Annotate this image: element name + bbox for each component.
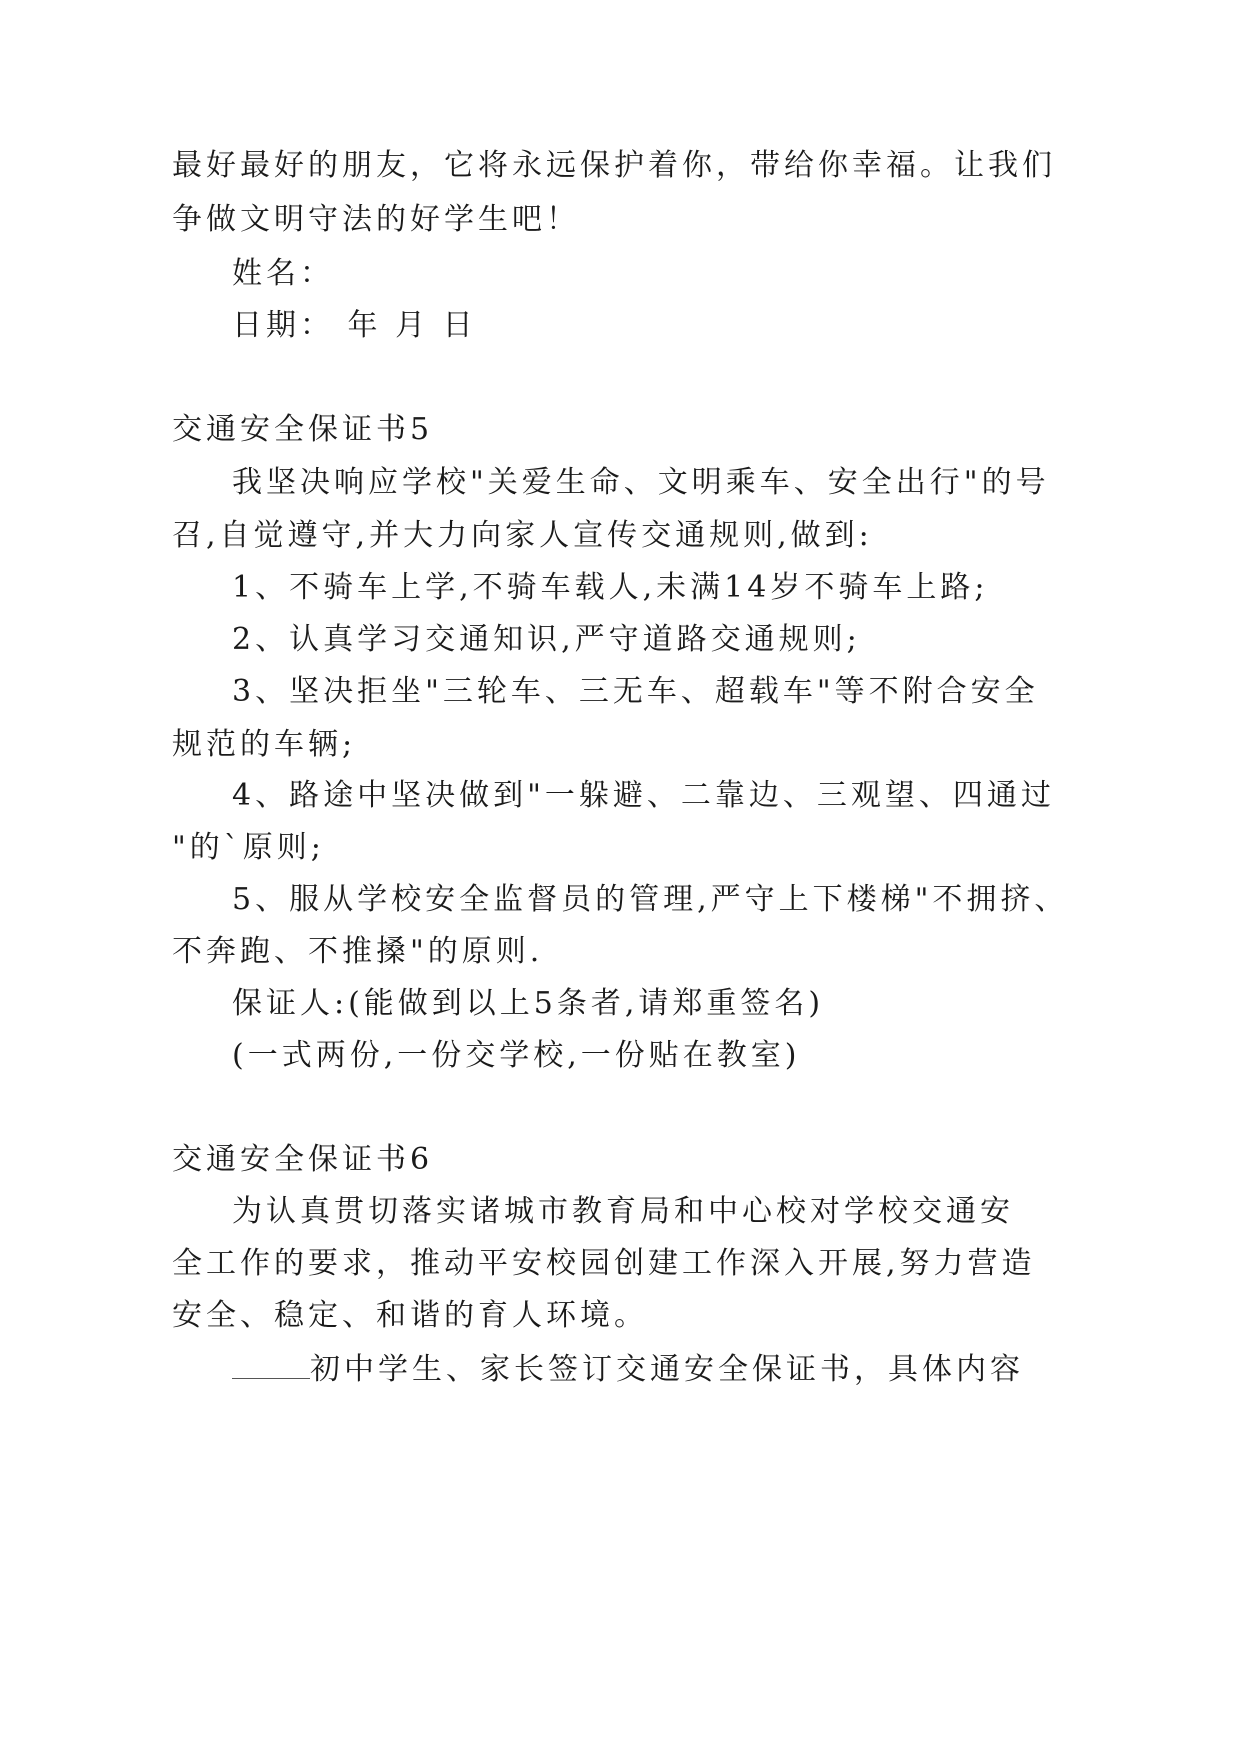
list-item-continued: "的`原则; [172, 830, 325, 865]
paragraph-line: 争做文明守法的好学生吧！ [172, 202, 580, 237]
list-item-continued: 不奔跑、不推搡"的原则. [172, 934, 544, 969]
copies-line: (一式两份,一份交学校,一份贴在教室) [232, 1038, 801, 1073]
name-label: 姓名： [232, 256, 334, 291]
list-item-continued: 规范的车辆; [172, 727, 357, 762]
list-item: 1、不骑车上学,不骑车载人,未满14岁不骑车上路; [232, 570, 989, 605]
paragraph-line: 召,自觉遵守,并大力向家人宣传交通规则,做到: [172, 518, 873, 553]
list-item: 3、坚决拒坐"三轮车、三无车、超载车"等不附合安全 [232, 674, 1039, 709]
date-label: 日期： 年 月 日 [232, 308, 477, 343]
paragraph-line: 安全、稳定、和谐的育人环境。 [172, 1298, 648, 1333]
paragraph-line: 我坚决响应学校"关爱生命、文明乘车、安全出行"的号 [232, 465, 1050, 500]
list-item: 5、服从学校安全监督员的管理,严守上下楼梯"不拥挤、 [232, 882, 1069, 917]
paragraph-line-with-blank [232, 1350, 1024, 1390]
section-title: 交通安全保证书6 [172, 1142, 434, 1177]
list-item: 4、路途中坚决做到"一躲避、二靠边、三观望、四通过 [232, 778, 1055, 813]
fill-in-blank [232, 1354, 310, 1379]
paragraph-line: 全工作的要求，推动平安校园创建工作深入开展,努力营造 [172, 1246, 1036, 1281]
section-title: 交通安全保证书5 [172, 412, 434, 447]
paragraph-line: 最好最好的朋友，它将永远保护着你，带给你幸福。让我们 [172, 148, 1056, 183]
guarantor-line: 保证人:(能做到以上5条者,请郑重签名) [232, 986, 825, 1021]
list-item: 2、认真学习交通知识,严守道路交通规则; [232, 622, 861, 657]
paragraph-line: 为认真贯切落实诸城市教育局和中心校对学校交通安 [232, 1194, 1014, 1229]
paragraph-text: 初中学生、家长签订交通安全保证书，具体内容 [310, 1352, 1024, 1387]
